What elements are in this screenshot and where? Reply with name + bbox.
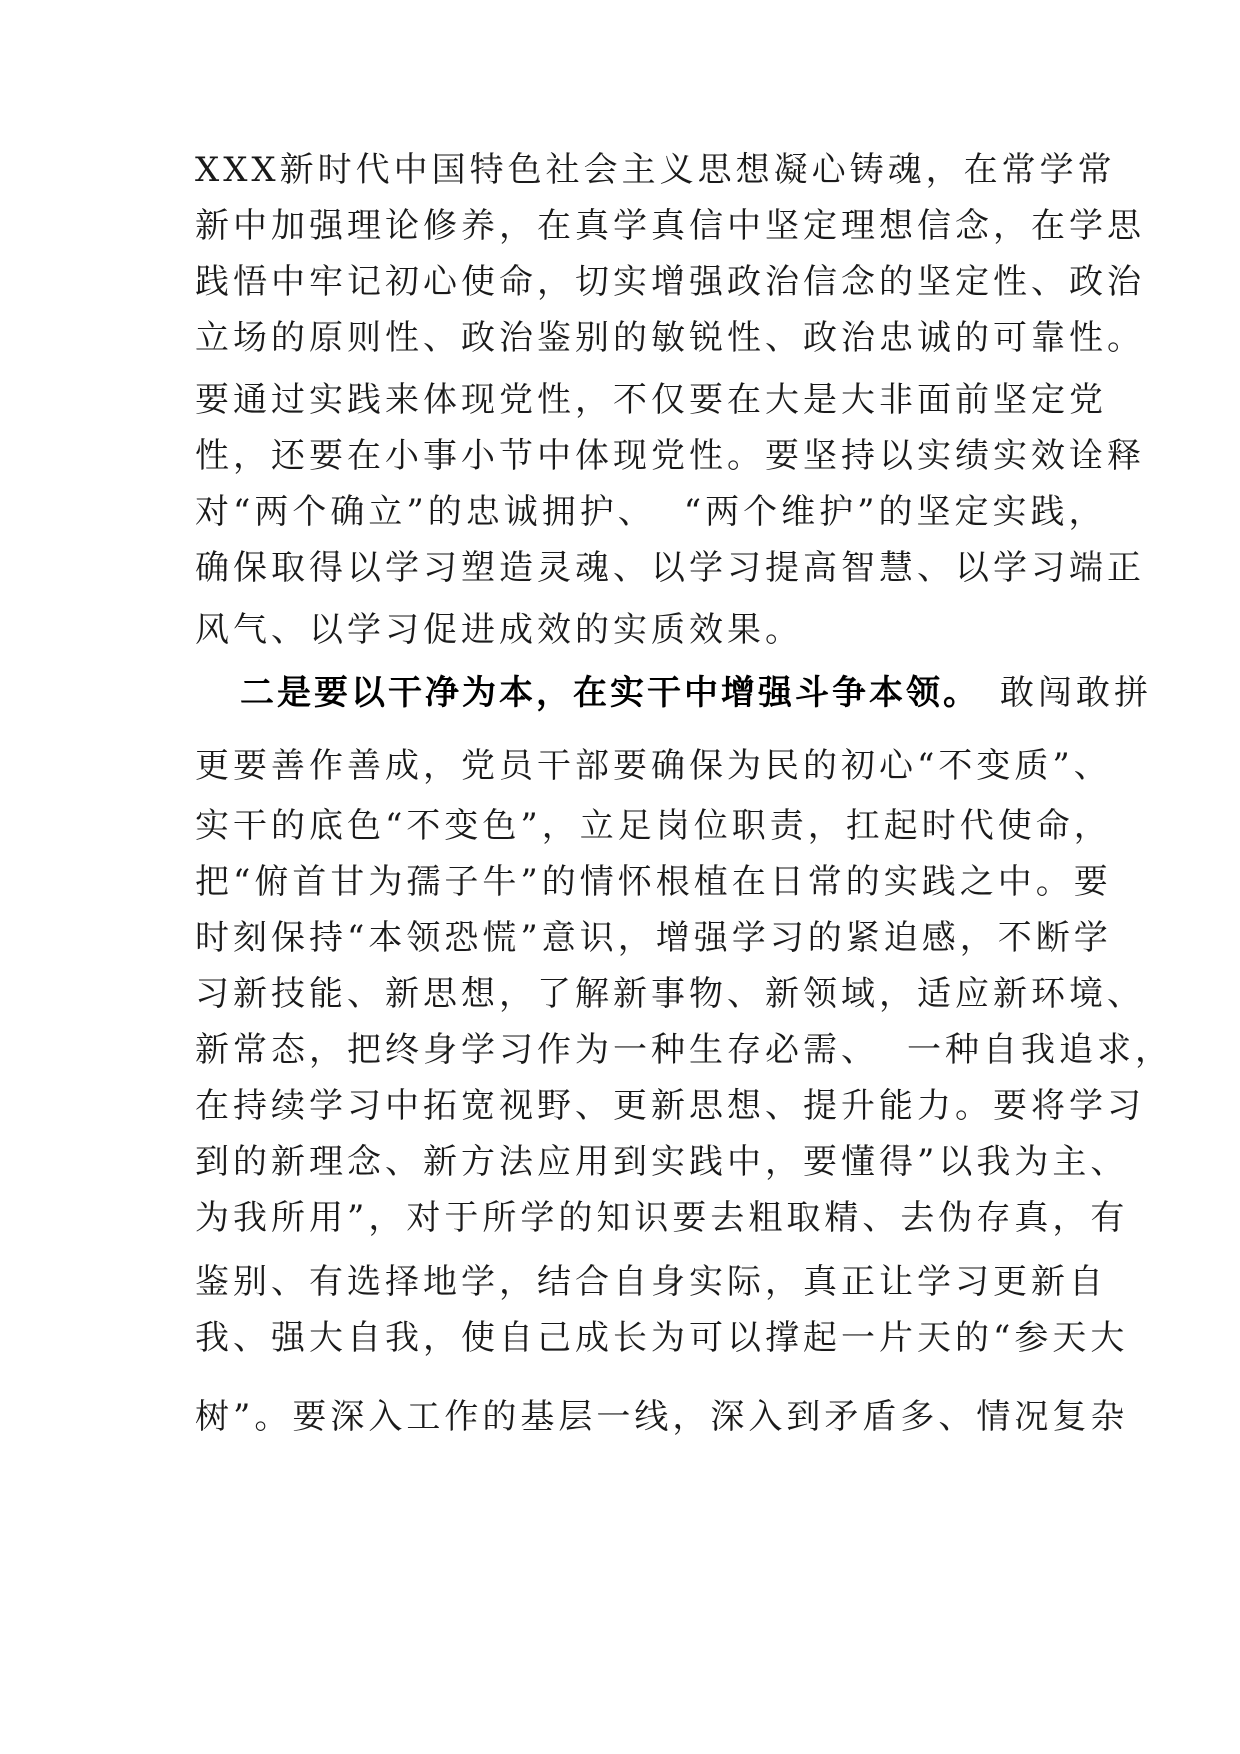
text-line-7-part-1: 对“两个确立”的忠诚拥护、: [195, 492, 656, 532]
text-line-15: [195, 1030, 1173, 1070]
text-line-14: 习新技能、新思想，了解新事物、新领域，适应新环境、: [195, 974, 1145, 1014]
text-line-4: 立场的原则性、政治鉴别的敏锐性、政治忠诚的可靠性。: [195, 318, 1145, 358]
text-line-21: 树”。要深入工作的基层一线，深入到矛盾多、情况复杂: [195, 1397, 1129, 1437]
text-line-8: 确保取得以学习塑造灵魂、以学习提高智慧、以学习端正: [195, 548, 1145, 588]
text-line-7-part-2: “两个维护”的坚定实践，: [683, 492, 1107, 532]
text-line-11: 实干的底色“不变色”，立足岗位职责，扛起时代使命，: [195, 806, 1112, 846]
text-line-9: 风气、以学习促进成效的实质效果。: [195, 610, 803, 650]
text-line-13: 时刻保持“本领恐慌”意识，增强学习的紧迫感，不断学: [195, 918, 1112, 958]
text-line-15-part-2: 一种自我追求，: [907, 1030, 1173, 1070]
text-line-16: 在持续学习中拓宽视野、更新思想、提升能力。要将学习: [195, 1086, 1145, 1126]
text-line-18: 为我所用”，对于所学的知识要去粗取精、去伪存真，有: [195, 1198, 1129, 1238]
text-line-19: 鉴别、有选择地学，结合自身实际，真正让学习更新自: [195, 1262, 1107, 1302]
text-line-10: 更要善作善成，党员干部要确保为民的初心“不变质”、: [195, 746, 1112, 786]
section-heading-bold: 二是要以干净为本，在实干中增强斗争本领。: [240, 673, 980, 713]
text-line-7: [195, 492, 1107, 532]
text-line-3: 践悟中牢记初心使命，切实增强政治信念的坚定性、政治: [195, 262, 1145, 302]
text-line-15-part-1: 新常态，把终身学习作为一种生存必需、: [195, 1030, 879, 1070]
text-line-20: 我、强大自我，使自己成长为可以撑起一片天的“参天大: [195, 1318, 1129, 1358]
text-line-6: 性，还要在小事小节中体现党性。要坚持以实绩实效诠释: [195, 436, 1145, 476]
text-line-12: 把“俯首甘为孺子牛”的情怀根植在日常的实践之中。要: [195, 862, 1112, 902]
text-line-17: 到的新理念、新方法应用到实践中，要懂得”以我为主、: [195, 1142, 1129, 1182]
text-line-2: 新中加强理论修养，在真学真信中坚定理想信念，在学思: [195, 206, 1145, 246]
section-heading: [240, 673, 1152, 713]
section-heading-tail: 敢闯敢拼: [1000, 673, 1152, 713]
text-line-5: 要通过实践来体现党性，不仅要在大是大非面前坚定党: [195, 380, 1107, 420]
text-line-1: XXX新时代中国特色社会主义思想凝心铸魂，在常学常: [195, 150, 1116, 190]
